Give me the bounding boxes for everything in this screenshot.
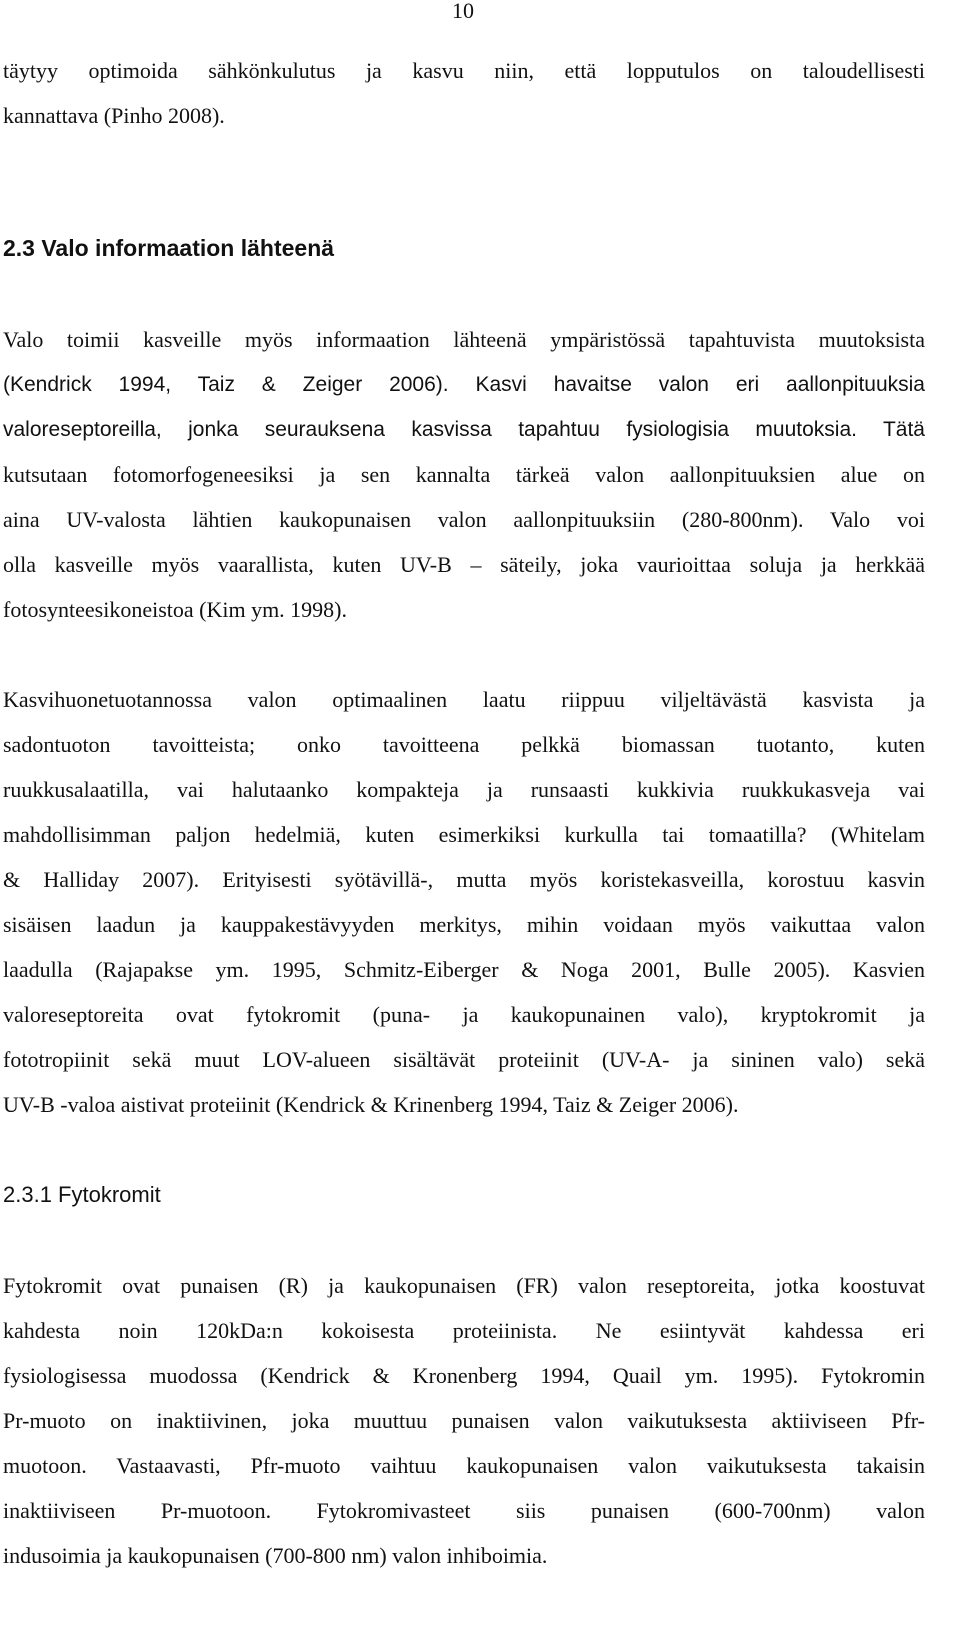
text-line: sadontuoton tavoitteista; onko tavoitteena pelkkä biomassan tuotanto, kuten [3,732,925,757]
text-line: kahdesta noin 120kDa:n kokoisesta proteiinista. Ne esiintyvät kahdessa eri [3,1318,925,1343]
text-line: aina UV-valosta lähtien kaukopunaisen valon aallonpituuksiin (280-800nm). Valo voi [3,507,925,532]
paragraph-phytochromes [3,1263,925,1578]
text-line: mahdollisimman paljon hedelmiä, kuten esimerkiksi kurkulla tai tomaatilla? (Whitelam [3,822,925,847]
section-heading: 2.3 Valo informaation lähteenä [3,235,335,261]
text-line: UV-B -valoa aistivat proteiinit (Kendrick & Krinenberg 1994, Taiz & Zeiger 2006). [3,1092,739,1117]
paragraph-light-information [3,317,925,632]
text-line: kutsutaan fotomorfogeneesiksi ja sen kannalta tärkeä valon aallonpituuksien alue on [3,462,925,487]
paragraph-continuation [3,48,925,138]
text-line: Pr-muoto on inaktiivinen, joka muuttuu punaisen valon vaikutuksesta aktiiviseen Pfr- [3,1408,925,1433]
text-line: fysiologisessa muodossa (Kendrick & Kronenberg 1994, Quail ym. 1995). Fytokromin [3,1363,925,1388]
text-line: Fytokromit ovat punaisen (R) ja kaukopunaisen (FR) valon reseptoreita, jotka koostuvat [3,1273,925,1298]
text-line: Valo toimii kasveille myös informaation lähteenä ympäristössä tapahtuvista muutoksista [3,327,925,352]
text-line: muotoon. Vastaavasti, Pfr-muoto vaihtuu kaukopunaisen valon vaikutuksesta takaisin [3,1453,925,1478]
text-line: fotosynteesikoneistoa (Kim ym. 1998). [3,597,348,622]
text-line: ruukkusalaatilla, vai halutaanko kompakteja ja runsaasti kukkivia ruukkukasveja vai [3,777,925,802]
text-line: inaktiiviseen Pr-muotoon. Fytokromivasteet siis punaisen (600-700nm) valon [3,1498,925,1523]
text-line: valoreseptoreilla, jonka seurauksena kasvissa tapahtuu fysiologisia muutoksia. Tätä [3,418,925,441]
subsection-heading: 2.3.1 Fytokromit [3,1182,161,1207]
text-line: indusoimia ja kaukopunaisen (700-800 nm) valon inhiboimia. [3,1543,548,1568]
text-line: olla kasveille myös vaarallista, kuten UV-B – säteily, joka vaurioittaa soluja ja herkkää [3,552,925,577]
page-number: 10 [452,0,474,23]
text-line: & Halliday 2007). Erityisesti syötävillä-, mutta myös koristekasveilla, korostuu kasvin [3,867,925,892]
text-line: täytyy optimoida sähkönkulutus ja kasvu niin, että lopputulos on taloudellisesti [3,58,925,83]
text-line: laadulla (Rajapakse ym. 1995, Schmitz-Eiberger & Noga 2001, Bulle 2005). Kasvien [3,957,925,982]
text-line: (Kendrick 1994, Taiz & Zeiger 2006). Kasvi havaitse valon eri aallonpituuksia [3,373,925,396]
text-line: fototropiinit sekä muut LOV-alueen sisältävät proteiinit (UV-A- ja sininen valo) sekä [3,1047,925,1072]
text-line: kannattava (Pinho 2008). [3,103,225,128]
paragraph-greenhouse-production [3,677,925,1127]
text-line: Kasvihuonetuotannossa valon optimaalinen laatu riippuu viljeltävästä kasvista ja [3,687,925,712]
text-line: valoreseptoreita ovat fytokromit (puna- ja kaukopunainen valo), kryptokromit ja [3,1002,925,1027]
text-line: sisäisen laadun ja kauppakestävyyden merkitys, mihin voidaan myös vaikuttaa valon [3,912,925,937]
